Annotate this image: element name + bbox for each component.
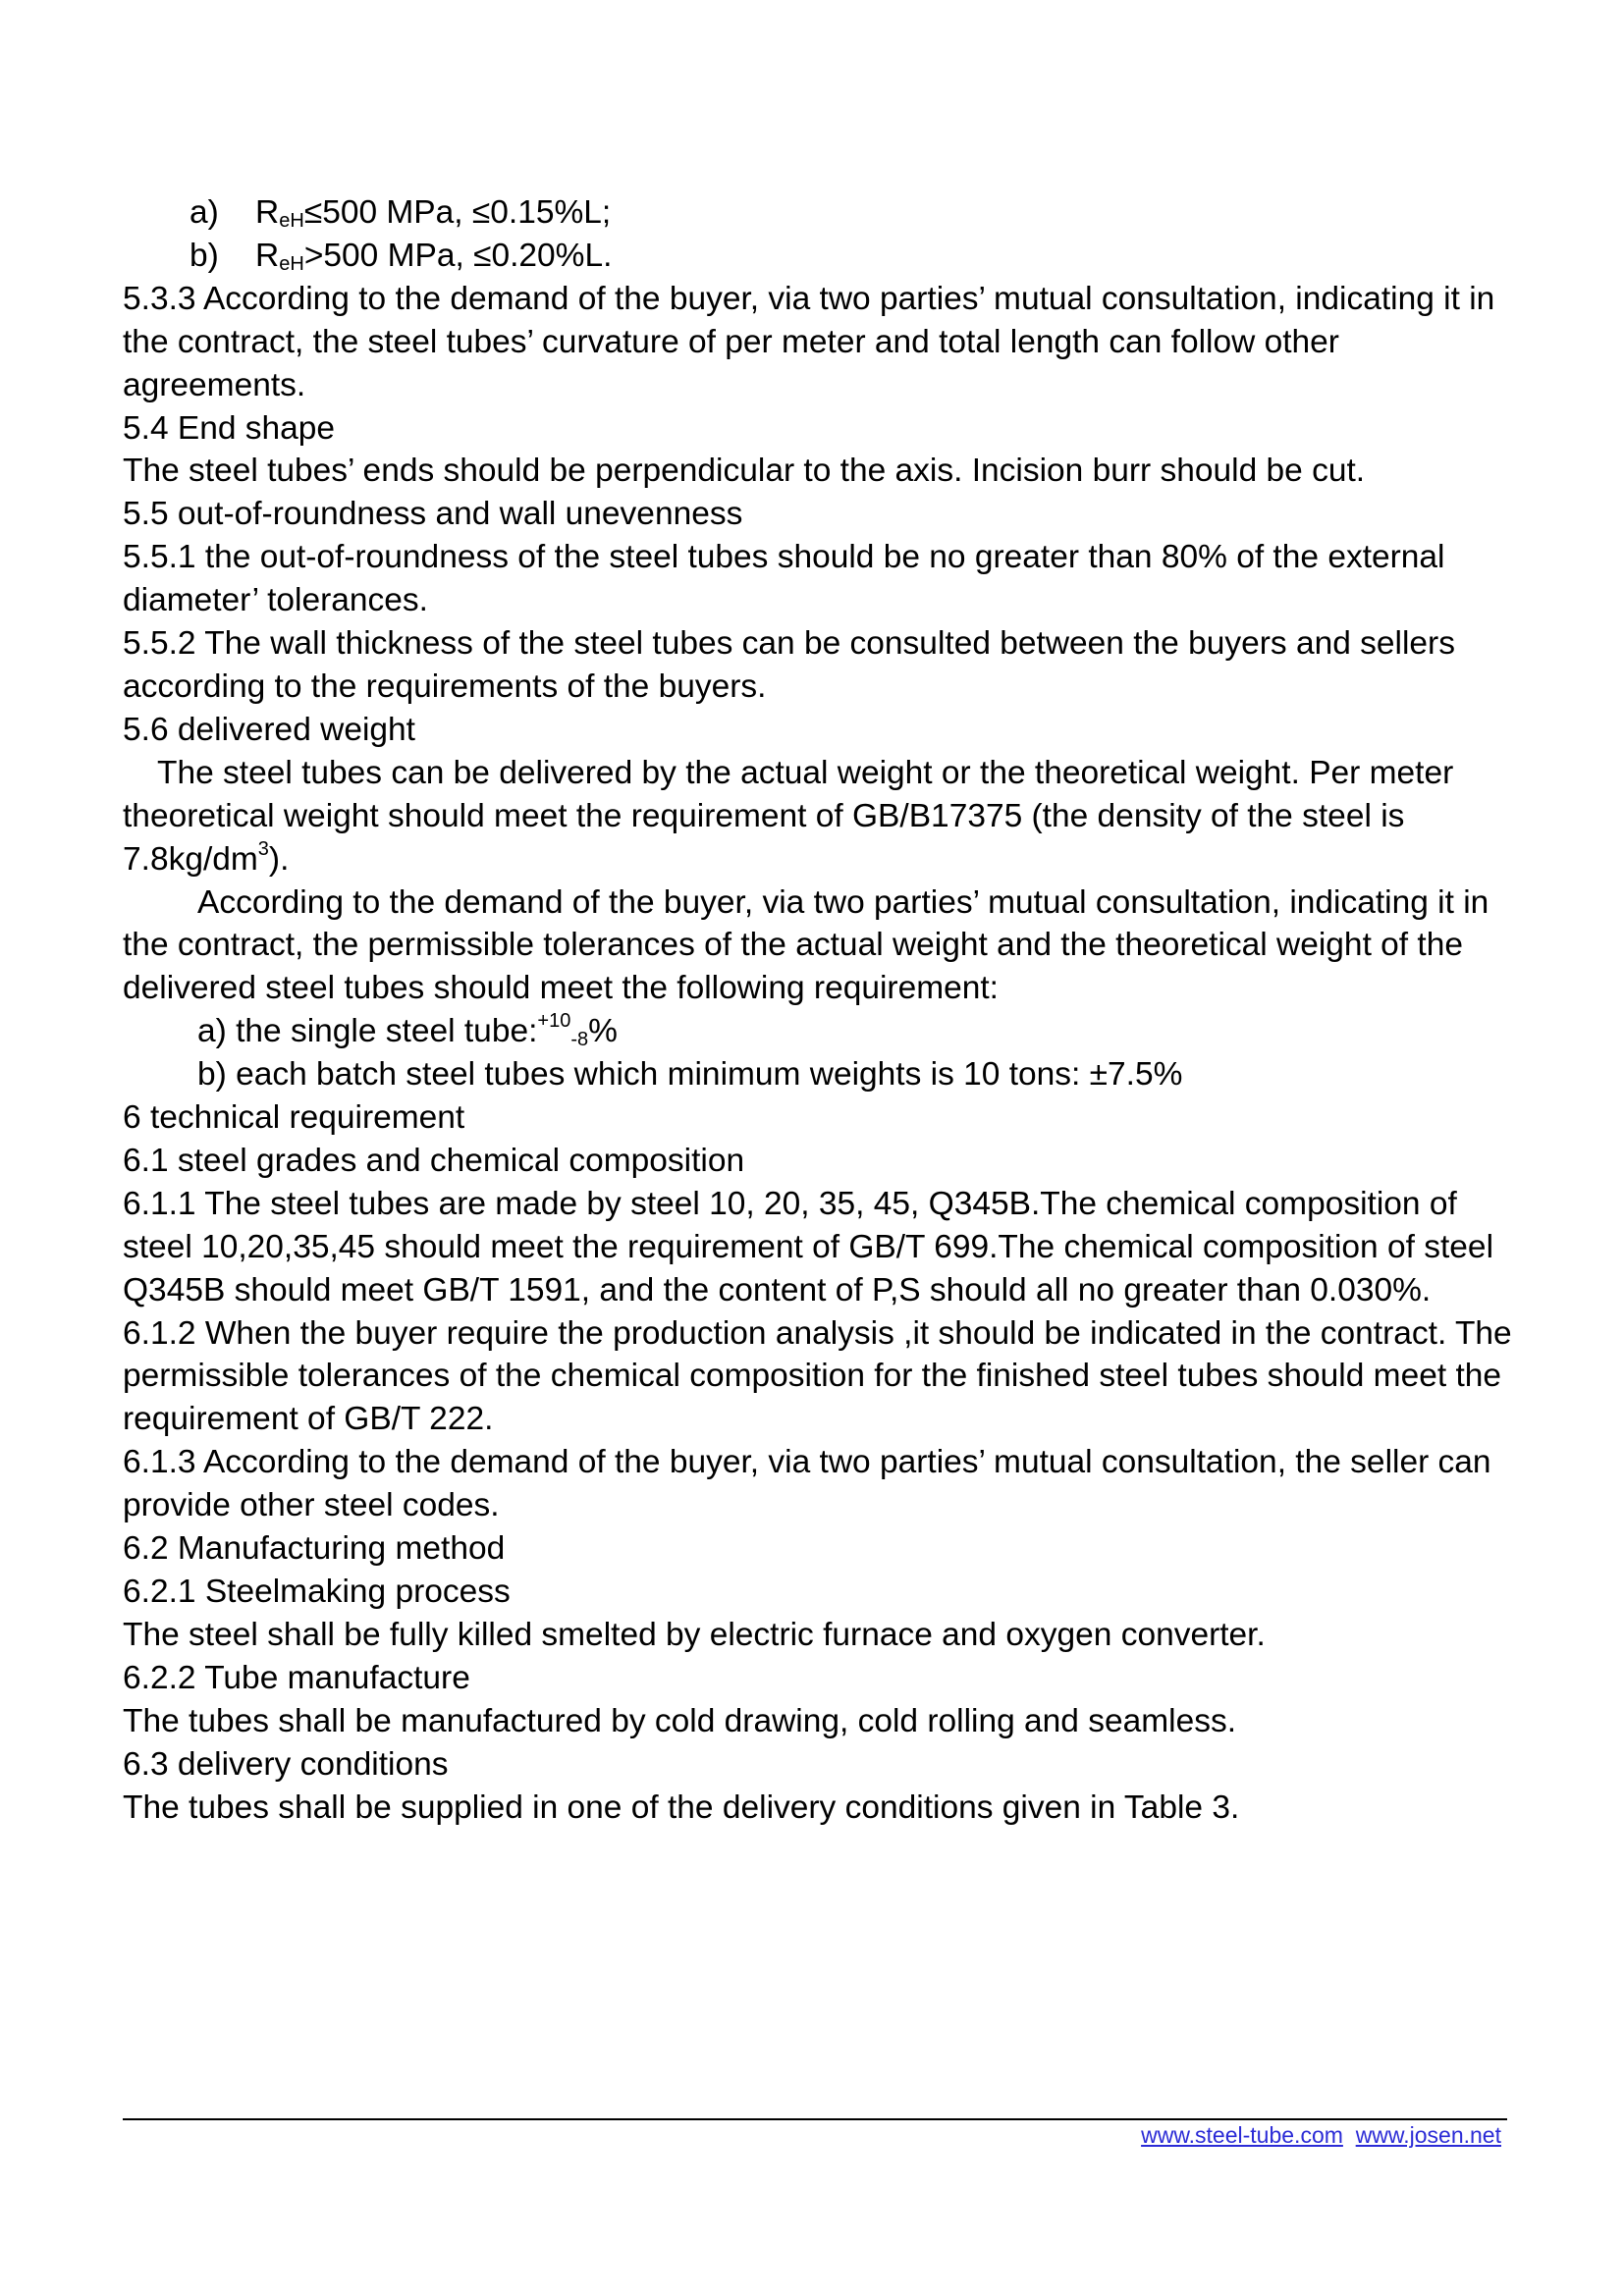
paragraph-line: delivered steel tubes should meet the following requirement: <box>123 970 999 1007</box>
paragraph-line: 6.1.1 The steel tubes are made by steel 10, 20, 35, 45, Q345B.The chemical composition of <box>123 1185 1457 1222</box>
paragraph-line: 5.5.2 The wall thickness of the steel tubes can be consulted between the buyers and sellers <box>123 625 1455 663</box>
symbol-r: R <box>255 194 280 231</box>
section-heading: 6.2 Manufacturing method <box>123 1530 506 1568</box>
paragraph-line: the contract, the permissible tolerances of the actual weight and the theoretical weight of the <box>123 927 1463 964</box>
paragraph-line: requirement of GB/T 222. <box>123 1401 494 1438</box>
subscript: -8 <box>570 1029 589 1051</box>
superscript: 3 <box>257 837 269 860</box>
footer-link-josen[interactable]: www.josen.net <box>1355 2122 1501 2148</box>
list-item-single-tube <box>123 1010 1517 1053</box>
section-heading: 6.2.1 Steelmaking process <box>123 1574 511 1610</box>
density-value: 7.8kg/dm <box>123 840 258 878</box>
list-marker: b) <box>189 237 219 274</box>
footer-link-steel-tube[interactable]: www.steel-tube.com <box>1141 2122 1343 2148</box>
document-body <box>123 191 1517 1829</box>
paragraph-line: provide other steel codes. <box>123 1487 500 1524</box>
paragraph-line: diameter’ tolerances. <box>123 582 428 619</box>
paragraph-line: steel 10,20,35,45 should meet the requirement of GB/T 699.The chemical composition of steel <box>123 1228 1494 1265</box>
paragraph-line: The steel tubes can be delivered by the actual weight or the theoretical weight. Per meter <box>157 754 1454 791</box>
paragraph-line: The steel tubes’ ends should be perpendicular to the axis. Incision burr should be cut. <box>123 453 1366 490</box>
paragraph-line: 6.1.3 According to the demand of the buyer, via two parties’ mutual consultation, the seller can <box>123 1444 1491 1481</box>
paragraph-line: The steel shall be fully killed smelted by electric furnace and oxygen converter. <box>123 1616 1266 1653</box>
list-text: ≤500 MPa, ≤0.15%L; <box>303 194 612 231</box>
list-item-b <box>123 235 1517 278</box>
list-item-a <box>123 191 1517 235</box>
paragraph-line: permissible tolerances of the chemical composition for the finished steel tubes should meet the <box>123 1358 1502 1395</box>
list-marker: a) <box>189 194 219 231</box>
density-close: ). <box>268 840 290 878</box>
section-heading: 6.1 steel grades and chemical composition <box>123 1142 745 1179</box>
footer-links <box>1141 2120 1501 2150</box>
paragraph-line: According to the demand of the buyer, via two parties’ mutual consultation, indicating it in <box>197 883 1489 921</box>
subscript-eh: eH <box>279 252 304 275</box>
section-heading: 6.2.2 Tube manufacture <box>123 1659 470 1696</box>
paragraph-line: 5.3.3 According to the demand of the buyer, via two parties’ mutual consultation, indicating it in <box>123 280 1495 317</box>
section-heading: 5.5 out-of-roundness and wall unevenness <box>123 496 743 533</box>
superscript: +10 <box>537 1010 571 1033</box>
paragraph-line: The tubes shall be supplied in one of the delivery conditions given in Table 3. <box>123 1789 1240 1826</box>
paragraph-line: Q345B should meet GB/T 1591, and the content of P,S should all no greater than 0.030%. <box>123 1271 1432 1308</box>
section-heading: 6.3 delivery conditions <box>123 1745 449 1783</box>
paragraph-line: theoretical weight should meet the requirement of GB/B17375 (the density of the steel is <box>123 797 1405 834</box>
paragraph-line: agreements. <box>123 366 306 403</box>
subscript-eh: eH <box>279 210 304 232</box>
paragraph-line: The tubes shall be manufactured by cold drawing, cold rolling and seamless. <box>123 1702 1237 1739</box>
list-text: >500 MPa, ≤0.20%L. <box>303 237 613 274</box>
paragraph-line: the contract, the steel tubes’ curvature of per meter and total length can follow other <box>123 323 1339 360</box>
paragraph-line: 5.5.1 the out-of-roundness of the steel tubes should be no greater than 80% of the external <box>123 539 1445 576</box>
paragraph-line: 6.1.2 When the buyer require the production analysis ,it should be indicated in the contract. The <box>123 1314 1512 1352</box>
list-text: a) the single steel tube: <box>197 1013 538 1050</box>
paragraph-line <box>123 838 1517 881</box>
paragraph-line: according to the requirements of the buyers. <box>123 667 767 705</box>
section-heading: 6 technical requirement <box>123 1099 465 1137</box>
percent-sign: % <box>588 1013 618 1050</box>
symbol-r: R <box>255 237 280 274</box>
section-heading: 5.4 End shape <box>123 409 336 447</box>
list-item-batch: b) each batch steel tubes which minimum weights is 10 tons: ±7.5% <box>197 1056 1183 1094</box>
section-heading: 5.6 delivered weight <box>123 711 415 748</box>
